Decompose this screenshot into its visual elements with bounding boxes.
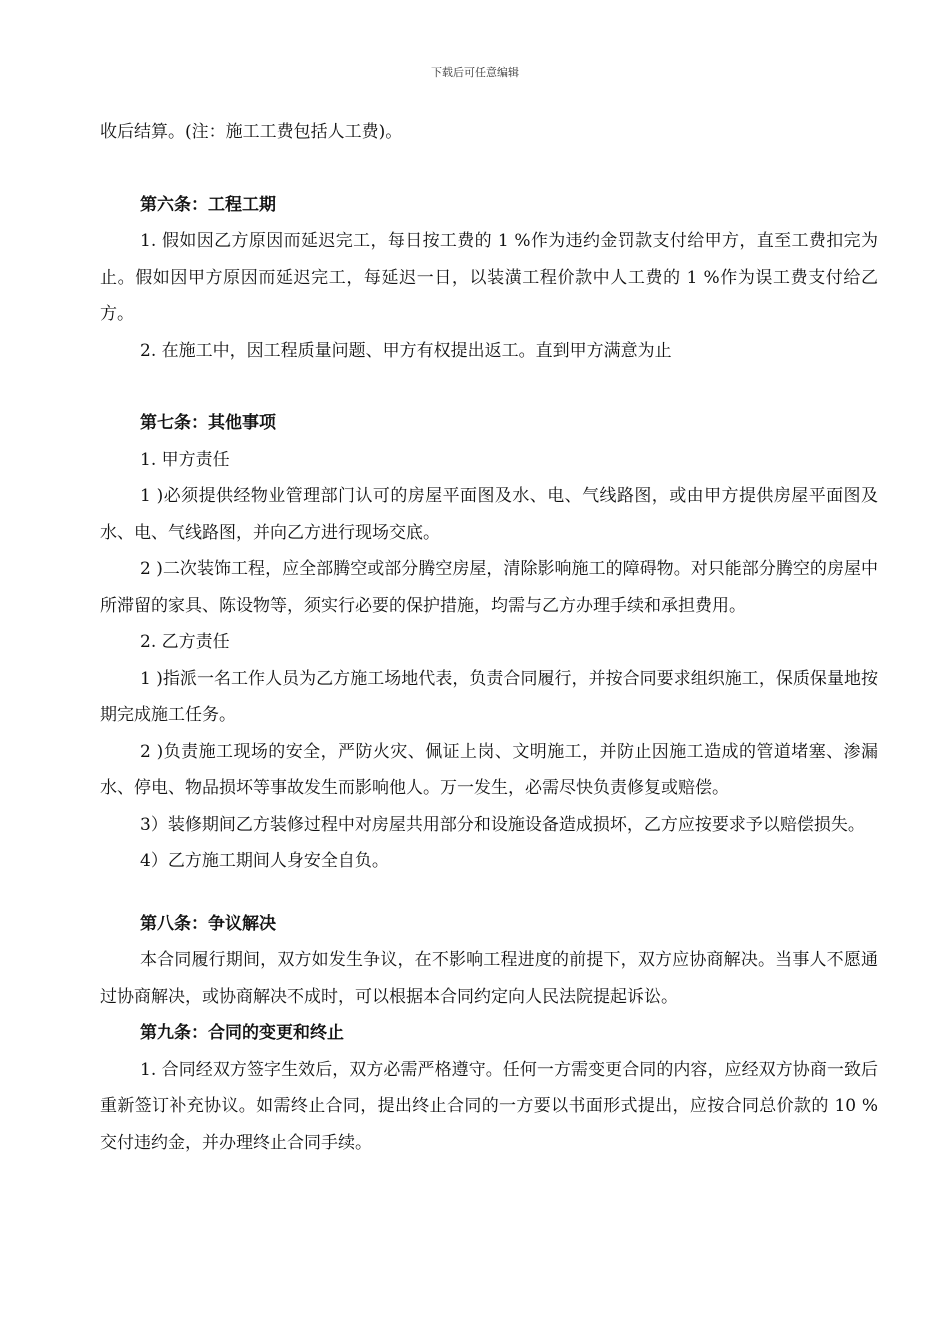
section-9-title: 第九条：合同的变更和终止 — [140, 1023, 344, 1043]
section-6-title: 第六条：工程工期 — [140, 194, 276, 215]
section-9-text: 1. 合同经双方签字生效后，双方必需严格遵守。任何一方需变更合同的内容，应经双方协商一致后重新签订补充协议。如需终止合同，提出终止合同的一方要以书面形式提出，应按合同总价款的 10 %交付违约金，并办理终止合同手续。 — [100, 1059, 878, 1153]
page-header: 下载后可任意编辑 — [431, 66, 519, 79]
section-6-item: 2. 在施工中，因工程质量问题、甲方有权提出返工。直到甲方满意为止 — [140, 340, 672, 361]
section-8-text: 本合同履行期间，双方如发生争议，在不影响工程进度的前提下，双方应协商解决。当事人不愿通过协商解决，或协商解决不成时，可以根据本合同约定向人民法院提起诉讼。 — [100, 950, 878, 1007]
section-7-item: 3）装修期间乙方装修过程中对房屋共用部分和设施设备造成损坏，乙方应按要求予以赔偿损失。 — [140, 814, 865, 835]
section-7-item: 4）乙方施工期间人身安全自负。 — [140, 851, 389, 871]
section-7-item: 2 )负责施工现场的安全，严防火灾、佩证上岗、文明施工，并防止因施工造成的管道堵塞、渗漏水、停电、物品损坏等事故发生而影响他人。万一发生，必需尽快负责修复或赔偿。 — [100, 741, 878, 798]
section-7-item: 1 )指派一名工作人员为乙方施工场地代表，负责合同履行，并按合同要求组织施工，保质保量地按期完成施工任务。 — [100, 668, 878, 725]
section-7-item: 2. 乙方责任 — [140, 632, 230, 652]
document-body — [100, 114, 878, 1161]
section-7-item: 1. 甲方责任 — [140, 449, 230, 470]
section-8-title: 第八条：争议解决 — [140, 913, 276, 934]
section-6-item: 1. 假如因乙方原因而延迟完工，每日按工费的 1 %作为违约金罚款支付给甲方，直至工费扣完为止。假如因甲方原因而延迟完工，每延迟一日，以装潢工程价款中人工费的 1 %作为误工费支付给乙方。 — [100, 231, 878, 324]
section-7-item: 1 )必须提供经物业管理部门认可的房屋平面图及水、电、气线路图，或由甲方提供房屋平面图及水、电、气线路图，并向乙方进行现场交底。 — [100, 486, 878, 543]
section-7-item: 2 )二次装饰工程，应全部腾空或部分腾空房屋，清除影响施工的障碍物。对只能部分腾空的房屋中所滞留的家具、陈设物等，须实行必要的保护措施，均需与乙方办理手续和承担费用。 — [100, 559, 878, 616]
section-7-title: 第七条：其他事项 — [140, 413, 276, 433]
paragraph-continued: 收后结算。(注：施工工费包括人工费)。 — [100, 122, 403, 142]
